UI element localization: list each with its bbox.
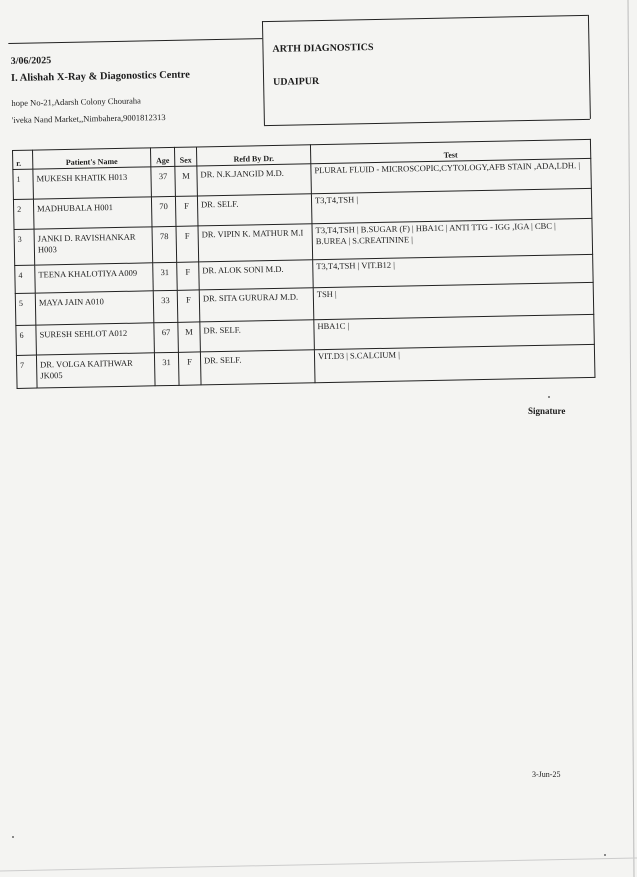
row-test: T3,T4,TSH |	[311, 188, 592, 223]
header-left-rule	[8, 38, 262, 44]
row-sr: 7	[16, 355, 37, 388]
patient-table	[12, 139, 595, 389]
row-referred-by: DR. VIPIN K. MATHUR M.I	[198, 224, 313, 262]
row-referred-by: DR. SELF.	[200, 350, 315, 385]
row-patient-name: MADHUBALA H001	[33, 197, 152, 229]
col-header-test: Test	[310, 139, 590, 163]
footer-date: 3-Jun-25	[532, 770, 561, 779]
lab-city: UDAIPUR	[273, 76, 320, 88]
row-age: 31	[153, 262, 178, 290]
row-referred-by: DR. SELF.	[197, 194, 312, 226]
row-referred-by: DR. SITA GURURAJ M.D.	[199, 288, 314, 322]
row-test: HBA1C |	[314, 314, 595, 349]
row-sr: 3	[14, 229, 35, 265]
row-sr: 4	[15, 265, 36, 293]
row-patient-name: JANKI D. RAVISHANKAR H003	[34, 227, 153, 265]
lab-name: ARTH DIAGNOSTICS	[272, 41, 374, 55]
row-age: 33	[153, 290, 178, 322]
header-divider	[262, 21, 265, 125]
row-sex: M	[175, 166, 198, 196]
row-test: T3,T4,TSH | VIT.B12 |	[313, 254, 593, 287]
row-sex: F	[177, 290, 200, 322]
row-patient-name: TEENA KHALOTIYA A009	[35, 263, 154, 293]
report-date: 3/06/2025	[10, 55, 52, 67]
col-header-age: Age	[150, 147, 174, 166]
row-sr: 6	[16, 325, 37, 355]
scan-speck	[548, 396, 550, 398]
row-sex: F	[175, 196, 198, 226]
row-test: T3,T4,TSH | B.SUGAR (F) | HBA1C | ANTI TTG - IGG ,IGA | CBC | B.UREA | S.CREATININE |	[312, 218, 593, 259]
col-header-sex: Sex	[174, 147, 196, 166]
centre-address-line1: hope No-21,Adarsh Colony Chouraha	[11, 95, 141, 108]
row-patient-name: DR. VOLGA KAITHWAR JK005	[36, 353, 155, 388]
row-sex: F	[177, 262, 200, 290]
row-referred-by: DR. SELF.	[200, 320, 315, 352]
row-test: VIT.D3 | S.CALCIUM |	[314, 344, 595, 382]
row-age: 31	[154, 352, 179, 385]
row-sr: 1	[13, 169, 34, 199]
row-age: 70	[151, 196, 176, 226]
row-sr: 5	[15, 293, 36, 325]
patient-table-wrapper	[12, 139, 595, 389]
row-sr: 2	[13, 199, 34, 229]
signature-label: Signature	[528, 406, 566, 416]
scan-speck	[604, 854, 606, 856]
scan-speck	[12, 836, 14, 838]
row-test: TSH |	[313, 282, 594, 319]
row-age: 78	[152, 226, 177, 262]
centre-name: I. Alishah X-Ray & Diagonostics Centre	[10, 69, 190, 84]
row-sex: F	[178, 352, 201, 385]
row-age: 67	[154, 322, 179, 352]
col-header-sr: r.	[13, 150, 33, 169]
col-header-ref: Refd By Dr.	[196, 145, 310, 166]
row-patient-name: MUKESH KHATIK H013	[33, 167, 152, 199]
row-sex: M	[178, 322, 201, 352]
row-patient-name: MAYA JAIN A010	[35, 291, 154, 325]
row-age: 37	[151, 166, 176, 196]
row-referred-by: DR. ALOK SONI M.D.	[199, 260, 314, 290]
row-test: PLURAL FLUID - MICROSCOPIC,CYTOLOGY,AFB STAIN ,ADA,LDH. |	[311, 158, 592, 193]
header-box	[8, 15, 590, 130]
col-header-name: Patient's Name	[33, 148, 151, 169]
row-patient-name: SURESH SEHLOT A012	[36, 323, 155, 355]
row-referred-by: DR. N.K.JANGID M.D.	[197, 164, 312, 196]
row-sex: F	[176, 226, 199, 262]
centre-address-line2: 'iveka Nand Market,,Nimbahera,9001812313	[11, 111, 166, 125]
